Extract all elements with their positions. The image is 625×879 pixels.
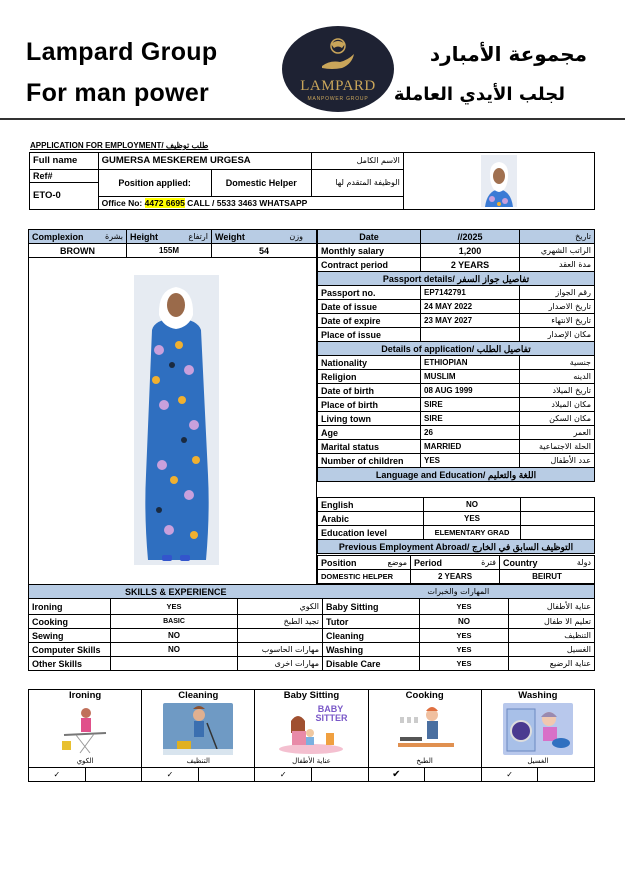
skill-cooking-label-ar: تجيد الطبخ: [238, 615, 323, 629]
nationality-label: Nationality: [318, 356, 421, 370]
applicant-portrait-icon: [481, 155, 517, 207]
contract-period-label-ar: مدة العقد: [520, 258, 595, 272]
skill-computer-label-ar: مهارات الحاسوب: [238, 643, 323, 657]
gallery-washing: [481, 690, 594, 768]
living-town-value: SIRE: [421, 412, 520, 426]
brand-name-en-line1: Lampard Group: [26, 38, 218, 66]
skill-tutor-label-ar: تعليم الا طفال: [509, 615, 595, 629]
language-section-title: Language and Education/ اللغة والتعليم: [318, 468, 595, 482]
marital-status-label: Marital status: [318, 440, 421, 454]
cleaning-illustration-icon: [163, 703, 233, 755]
date-of-expire-label-ar: تاريخ الانتهاء: [520, 314, 595, 328]
age-label-ar: العمر: [520, 426, 595, 440]
religion-value: MUSLIM: [421, 370, 520, 384]
skill-cooking-value: BASIC: [111, 615, 238, 629]
height-header: [127, 230, 212, 244]
date-label: Date: [318, 230, 421, 244]
skill-cleaning-label-ar: التنظيف: [509, 629, 595, 643]
ironing-illustration-icon: [50, 703, 120, 755]
applicant-table: [29, 152, 595, 210]
height-label: Height: [130, 231, 158, 242]
skill-disable-care-label-ar: عناية الرضيع: [509, 657, 595, 671]
age-label: Age: [318, 426, 421, 440]
prev-period-label: Period: [414, 557, 443, 568]
full-name-label-ar: الاسم الكامل: [311, 153, 403, 170]
position-applied-label: Position applied:: [98, 170, 211, 197]
skills-title: SKILLS & EXPERIENCE: [29, 585, 323, 599]
prev-period-header: [411, 556, 500, 570]
skill-ironing-value: YES: [111, 599, 238, 615]
gallery-cooking-title: Cooking: [405, 690, 444, 701]
office-number[interactable]: 4472 6695: [144, 198, 185, 208]
gallery-washing-caption: الغسيل: [527, 757, 549, 765]
living-town-label-ar: مكان السكن: [520, 412, 595, 426]
nationality-value: ETHIOPIAN: [421, 356, 520, 370]
skill-computer-label: Computer Skills: [29, 643, 111, 657]
education-level-value: ELEMENTARY GRAD: [424, 526, 521, 540]
skill-washing-label-ar: الغسيل: [509, 643, 595, 657]
ref-label: Ref#: [30, 170, 99, 183]
header-divider: [0, 118, 625, 120]
position-applied-value: Domestic Helper: [211, 170, 311, 197]
brand-name-en-line2: For man power: [26, 79, 210, 107]
applicant-passport-photo: [481, 155, 517, 207]
gallery-baby-sitter-badge: BABY SITTER: [315, 704, 348, 723]
arabic-value: YES: [424, 512, 521, 526]
logo-subtext: MANPOWER GROUP: [307, 96, 369, 102]
monthly-salary-label-ar: الراتب الشهري: [520, 244, 595, 258]
contract-period-value: 2 YEARS: [421, 258, 520, 272]
gallery-baby-sitting: [255, 690, 368, 768]
skill-washing-label: Washing: [323, 643, 420, 657]
arabic-label: Arabic: [318, 512, 424, 526]
skill-other-label: Other Skills: [29, 657, 111, 671]
monthly-salary-value: 1,200: [421, 244, 520, 258]
prev-period-label-ar: فترة: [481, 557, 496, 567]
date-of-birth-label: Date of birth: [318, 384, 421, 398]
place-of-issue-label-ar: مكان الإصدار: [520, 328, 595, 342]
details-section-title: Details of application/ تفاصيل الطلب: [318, 342, 595, 356]
skill-tutor-label: Tutor: [323, 615, 420, 629]
date-of-expire-label: Date of expire: [318, 314, 421, 328]
arabic-extra: [521, 512, 595, 526]
skill-other-value: [111, 657, 238, 671]
complexion-label-ar: بشرة: [105, 231, 123, 241]
english-extra: [521, 498, 595, 512]
skill-baby-sitting-label-ar: عناية الأطفال: [509, 599, 595, 615]
passport-section-title: Passport details/ تفاصيل جواز السفر: [318, 272, 595, 286]
skill-tutor-value: NO: [420, 615, 509, 629]
place-of-birth-label-ar: مكان الميلاد: [520, 398, 595, 412]
position-applied-label-ar: الوظيفة المتقدم لها: [311, 170, 403, 197]
age-value: 26: [421, 426, 520, 440]
weight-header: [212, 230, 317, 244]
passport-no-label: Passport no.: [318, 286, 421, 300]
contract-period-label: Contract period: [318, 258, 421, 272]
office-prefix: Office No:: [101, 198, 145, 208]
brand-name-ar-line2: لجلب الأيدي العاملة: [393, 84, 565, 105]
skill-computer-value: NO: [111, 643, 238, 657]
religion-label-ar: الدينه: [520, 370, 595, 384]
gallery-cooking: [368, 690, 481, 768]
skill-disable-care-label: Disable Care: [323, 657, 420, 671]
company-logo: [282, 26, 394, 112]
education-level-label: Education level: [318, 526, 424, 540]
gallery-baby-sitting-check-empty[interactable]: [311, 768, 368, 782]
gallery-ironing: [29, 690, 142, 768]
nationality-label-ar: جنسية: [520, 356, 595, 370]
skill-other-label-ar: مهارات اخرى: [238, 657, 323, 671]
brand-name-ar-line1: مجموعة الأمبارد: [429, 42, 587, 66]
complexion-label: Complexion: [32, 231, 84, 242]
prev-country-label-ar: دولة: [576, 557, 591, 567]
prev-country-value: BEIRUT: [500, 570, 595, 584]
details-table: [317, 229, 595, 482]
marital-status-label-ar: الحلة الاجتماعية: [520, 440, 595, 454]
prev-position-label: Position: [321, 557, 357, 568]
complexion-value: BROWN: [29, 244, 127, 258]
weight-value: 54: [212, 244, 317, 258]
gallery-cooking-caption: الطبخ: [416, 757, 433, 765]
gallery-cleaning-title: Cleaning: [178, 690, 219, 701]
gallery-cleaning-check-empty[interactable]: [198, 768, 255, 782]
date-of-issue-label-ar: تاريخ الاصدار: [520, 300, 595, 314]
prev-country-label: Country: [503, 557, 538, 568]
gallery-ironing-title: Ironing: [68, 690, 102, 701]
place-of-birth-value: SIRE: [421, 398, 520, 412]
gallery-ironing-caption: الكوي: [76, 757, 94, 765]
gallery-cooking-check-empty[interactable]: [425, 768, 482, 782]
english-value: NO: [424, 498, 521, 512]
baby-sitting-illustration-icon: [276, 703, 346, 755]
date-value: //2025: [421, 230, 520, 244]
hand-lamp-icon: [320, 36, 356, 74]
passport-no-label-ar: رقم الجواز: [520, 286, 595, 300]
previous-employment-table: [317, 555, 595, 584]
gallery-cleaning: [142, 690, 255, 768]
date-label-ar: تاريخ: [520, 230, 595, 244]
skill-washing-value: YES: [420, 643, 509, 657]
office-contact: [98, 197, 403, 210]
skill-ironing-label-ar: الكوي: [238, 599, 323, 615]
complexion-header: [29, 230, 127, 244]
skill-sewing-label-ar: [238, 629, 323, 643]
passport-no-value: EP7142791: [421, 286, 520, 300]
previous-employment-title: Previous Employment Abroad/ التوظيف السابق في الخارج: [318, 540, 595, 554]
height-value: 155M: [127, 244, 212, 258]
gallery-baby-sitting-title: Baby Sitting: [283, 690, 340, 701]
prev-country-header: [500, 556, 595, 570]
skill-cooking-label: Cooking: [29, 615, 111, 629]
gallery-cleaning-caption: التنظيف: [186, 757, 210, 765]
ref-value: ETO-0: [30, 183, 99, 210]
gallery-cooking-check[interactable]: ✔: [368, 768, 425, 782]
cooking-illustration-icon: [390, 703, 460, 755]
children-label-ar: عدد الأطفال: [520, 454, 595, 468]
place-of-issue-value: [421, 328, 520, 342]
children-value: YES: [421, 454, 520, 468]
monthly-salary-label: Monthly salary: [318, 244, 421, 258]
religion-label: Religion: [318, 370, 421, 384]
skill-sewing-value: NO: [111, 629, 238, 643]
prev-position-value: DOMESTIC HELPER: [318, 570, 411, 584]
date-of-birth-label-ar: تاريخ الميلاد: [520, 384, 595, 398]
skill-cleaning-value: YES: [420, 629, 509, 643]
logo-text: LAMPARD: [300, 78, 376, 94]
skill-disable-care-value: YES: [420, 657, 509, 671]
gallery-ironing-check-empty[interactable]: [85, 768, 142, 782]
washing-illustration-icon: [503, 703, 573, 755]
prev-period-value: 2 YEARS: [411, 570, 500, 584]
date-of-birth-value: 08 AUG 1999: [421, 384, 520, 398]
skills-title-ar: المهارات والخبرات: [323, 585, 595, 599]
office-suffix: CALL / 5533 3463 WHATSAPP: [184, 198, 308, 208]
gallery-ironing-check[interactable]: ✓: [29, 768, 86, 782]
skills-gallery: [28, 689, 595, 782]
living-town-label: Living town: [318, 412, 421, 426]
skill-baby-sitting-value: YES: [420, 599, 509, 615]
height-label-ar: ارتفاع: [188, 231, 208, 241]
gallery-baby-sitting-check[interactable]: ✓: [255, 768, 312, 782]
gallery-washing-check-empty[interactable]: [538, 768, 595, 782]
date-of-issue-label: Date of issue: [318, 300, 421, 314]
applicant-full-body-icon: [134, 275, 219, 565]
gallery-washing-title: Washing: [518, 690, 558, 701]
gallery-baby-sitting-caption: عناية الأطفال: [292, 757, 331, 765]
language-table: [317, 497, 595, 554]
passport-photo-cell: [403, 153, 594, 210]
gallery-cleaning-check[interactable]: ✓: [142, 768, 199, 782]
place-of-birth-label: Place of birth: [318, 398, 421, 412]
english-label: English: [318, 498, 424, 512]
prev-position-header: [318, 556, 411, 570]
gallery-washing-check[interactable]: ✓: [481, 768, 538, 782]
education-extra: [521, 526, 595, 540]
skill-ironing-label: Ironing: [29, 599, 111, 615]
full-name-label: Full name: [30, 153, 99, 170]
skill-baby-sitting-label: Baby Sitting: [323, 599, 420, 615]
skills-table: [28, 584, 595, 671]
children-label: Number of children: [318, 454, 421, 468]
prev-position-label-ar: موضع: [387, 557, 407, 567]
weight-label: Weight: [215, 231, 245, 242]
weight-label-ar: وزن: [289, 231, 303, 241]
skill-cleaning-label: Cleaning: [323, 629, 420, 643]
marital-status-value: MARRIED: [421, 440, 520, 454]
applicant-full-body-photo: [134, 275, 219, 565]
date-of-issue-value: 24 MAY 2022: [421, 300, 520, 314]
date-of-expire-value: 23 MAY 2027: [421, 314, 520, 328]
skill-sewing-label: Sewing: [29, 629, 111, 643]
full-name-value: GUMERSA MESKEREM URGESA: [98, 153, 311, 170]
application-title: APPLICATION FOR EMPLOYMENT/ طلب توظيف: [30, 141, 209, 150]
place-of-issue-label: Place of issue: [318, 328, 421, 342]
